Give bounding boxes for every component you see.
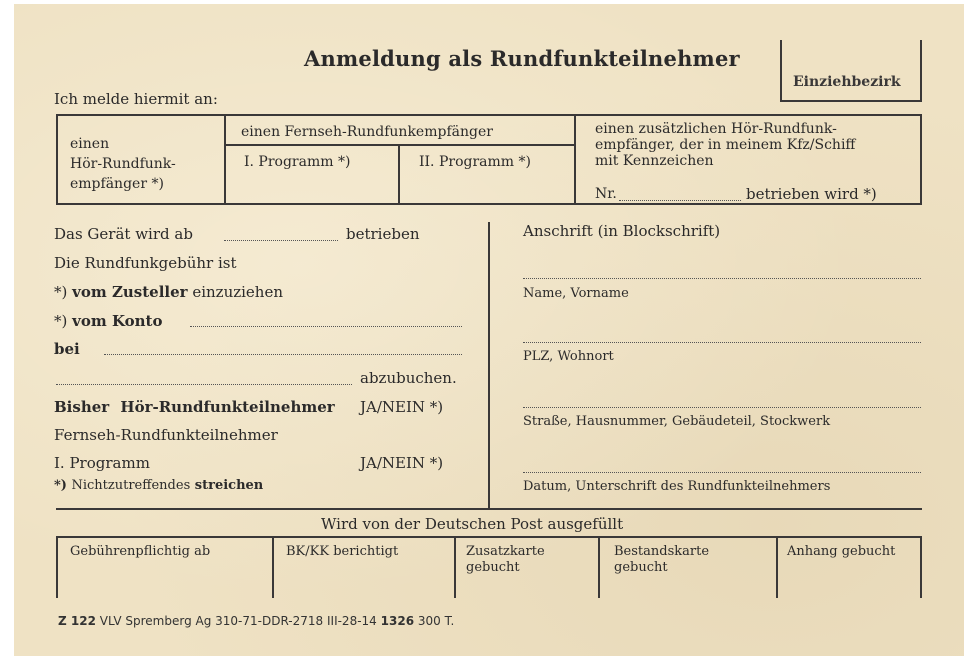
zusatz-nr-field[interactable] [619,200,741,201]
plz-label: PLZ, Wohnort [523,349,614,364]
post-cell-gebuehr: Gebührenpflichtig ab [70,544,211,559]
post-cell-anhang: Anhang gebucht [787,544,896,559]
post-table-div3 [598,536,600,598]
top-table-right [920,114,922,205]
footnote-star: *) [54,478,72,493]
geraet-ab-label: Das Gerät wird ab [54,225,193,243]
datum-field[interactable] [523,472,921,473]
print-num-rest: 300 T. [417,614,455,628]
zusatz-betrieben: betrieben wird *) [746,185,877,203]
bei-label: bei [54,340,80,358]
middle-divider [488,222,490,508]
konto-bold: vom Konto [72,312,163,330]
bisher-hoer-label: Bisher Hör-Rundfunkteilnehmer [54,398,335,416]
post-section-top [56,508,922,510]
post-cell-zusatzkarte [466,544,545,576]
bei-field[interactable] [104,354,462,355]
post-table-div2 [454,536,456,598]
anschrift-label: Anschrift (in Blockschrift) [523,222,721,240]
bezirk-label: Einziehbezirk [793,74,901,90]
print-code-bold: Z 122 [58,614,96,628]
plz-field[interactable] [523,342,921,343]
konto-field[interactable] [190,326,462,327]
print-code-rest: VLV Spremberg Ag 310-71-DDR-2718 III-28-14 [99,614,377,628]
janein-1: JA/NEIN *) [360,398,444,416]
name-label: Name, Vorname [523,286,629,301]
post-table-right [920,536,922,598]
zusteller-rest: einzuziehen [187,283,284,301]
zusatz-line-2: empfänger, der in meinem Kfz/Schiff [595,137,856,153]
geraet-ab-field[interactable] [224,240,338,241]
footnote [54,478,263,493]
top-table-left [56,114,58,205]
top-table-div1 [224,114,226,205]
post-table-left [56,536,58,598]
konto-option [54,312,163,330]
zusatz-line-1: einen zusätzlichen Hör-Rundfunk- [595,121,837,137]
hoer-empfaenger-cell [70,134,176,194]
registration-card [14,4,964,656]
post-table-div1 [272,536,274,598]
top-table-top [56,114,922,116]
programm-2-cell: II. Programm *) [419,154,531,170]
fernseh-header: einen Fernseh-Rundfunkempfänger [241,124,493,140]
footnote-bold: streichen [190,478,264,493]
print-code [58,614,454,628]
name-field[interactable] [523,278,921,279]
bezirk-box-left-border [780,40,782,100]
zusteller-bold: vom Zusteller [72,283,188,301]
bezirk-box-bottom-border [780,100,922,102]
datum-label: Datum, Unterschrift des Rundfunkteilnehmers [523,479,831,494]
hoer-line-2: Hör-Rundfunk- [70,156,176,172]
zusteller-option [54,283,283,301]
janein-2: JA/NEIN *) [360,454,444,472]
top-table-fernseh-sub [224,144,576,146]
top-table-div3 [574,114,576,205]
footnote-text: Nichtzutreffendes [71,478,191,493]
strasse-field[interactable] [523,407,921,408]
post-table-div4 [776,536,778,598]
hoer-line-3: empfänger *) [70,176,164,192]
post-table-top [56,536,922,538]
abzubuchen-label: abzubuchen. [360,369,457,387]
fernseh-teilnehmer-label: Fernseh-Rundfunkteilnehmer [54,426,278,444]
zusatzkarte-line-1: Zusatzkarte [466,544,545,559]
zusatz-nr-label: Nr. [595,186,617,202]
konto-star: *) [54,312,73,330]
programm-i-label: I. Programm [54,454,150,472]
bezirk-box-right-border [920,40,922,100]
zusatzkarte-line-2: gebucht [466,560,520,575]
abzubuchen-field[interactable] [56,384,352,385]
bestandskarte-line-2: gebucht [614,560,668,575]
zusatz-line-3: mit Kennzeichen [595,153,714,169]
bestandskarte-line-1: Bestandskarte [614,544,710,559]
zusatz-empfaenger-cell [595,121,855,169]
programm-1-cell: I. Programm *) [244,154,351,170]
zusteller-star: *) [54,283,73,301]
post-cell-bkkk: BK/KK berichtigt [286,544,399,559]
intro-text: Ich melde hiermit an: [54,90,218,108]
betrieben-label: betrieben [346,225,420,243]
form-title: Anmeldung als Rundfunkteilnehmer [304,46,740,71]
top-table-bottom [56,203,922,205]
strasse-label: Straße, Hausnummer, Gebäudeteil, Stockwerk [523,414,831,429]
gebuehr-ist-label: Die Rundfunkgebühr ist [54,254,237,272]
post-header: Wird von der Deutschen Post ausgefüllt [321,515,624,533]
print-num-bold: 1326 [380,614,415,628]
post-cell-bestandskarte [614,544,709,576]
hoer-line-1: einen [70,136,110,152]
top-table-div2 [398,144,400,205]
